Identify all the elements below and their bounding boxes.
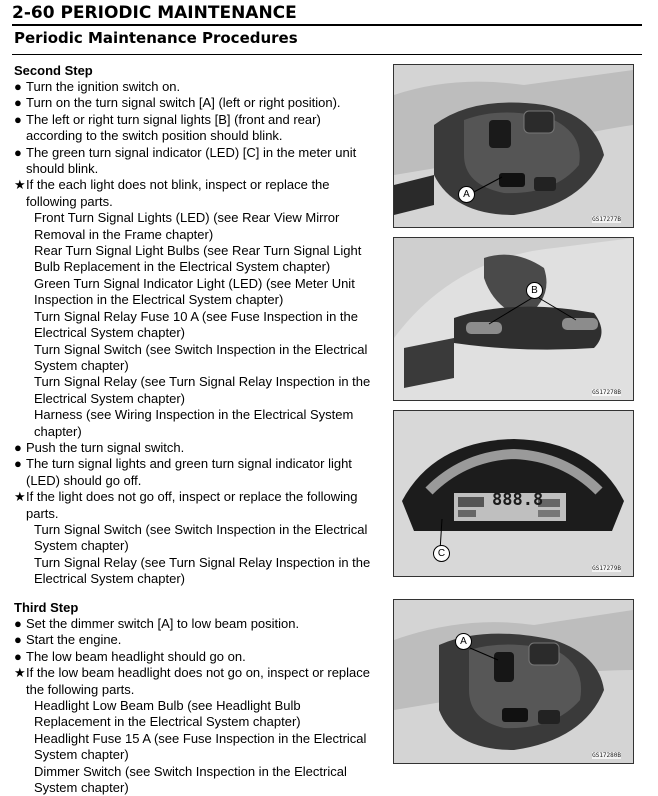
item-text: Start the engine. (26, 632, 122, 648)
callout-label: B (526, 282, 543, 299)
list-item (14, 649, 380, 665)
part-line: Dimmer Switch (see Switch Inspection in the Electrical System chapter) (34, 763, 347, 796)
header-rule (12, 24, 642, 26)
figure-code: GS17279B (592, 565, 621, 572)
item-text: If the light does not go off, inspect or replace the following parts. (26, 489, 358, 521)
list-item (14, 95, 380, 111)
item-text: The green turn signal indicator (LED) [C] in the meter unit should blink. (26, 144, 357, 177)
bullet-icon: ● (14, 95, 22, 111)
page-header (12, 2, 642, 24)
dimmer-switch-photo (394, 600, 633, 763)
section-title: Periodic Maintenance Procedures (14, 29, 298, 47)
callout-label: A (455, 633, 472, 650)
step-heading: Second Step (14, 63, 93, 78)
item-text: Set the dimmer switch [A] to low beam position. (26, 616, 300, 631)
meter-digits: 888.8 (492, 490, 544, 510)
list-item (14, 616, 380, 632)
list-item (14, 665, 380, 698)
figure-turn-signal-switch (393, 64, 634, 228)
bullet-icon: ● (14, 79, 22, 94)
list-item (14, 489, 380, 522)
item-text: If the low beam headlight does not go on, inspect or replace the following parts. (26, 665, 370, 697)
part-line: Turn Signal Switch (see Switch Inspection in the Electrical System chapter) (34, 521, 368, 554)
bullet-icon: ● (14, 439, 22, 455)
item-text: The left or right turn signal lights [B] (front and rear) according to the switch position should blink. (26, 111, 321, 144)
figure-code: GS17278B (592, 389, 621, 396)
callout-label: C (433, 545, 450, 562)
item-text: Turn on the turn signal switch [A] (left or right position). (26, 95, 341, 111)
figure-turn-signal-lights (393, 237, 634, 401)
handlebar-switch-photo (394, 65, 633, 227)
second-step-block (14, 63, 380, 588)
part-line: Front Turn Signal Lights (LED) (see Rear View Mirror Removal in the Frame chapter) (34, 210, 340, 242)
bullet-icon: ● (14, 144, 22, 160)
part-line: Headlight Fuse 15 A (see Fuse Inspection in the Electrical System chapter) (34, 730, 367, 763)
star-icon: ★ (14, 665, 26, 681)
bullet-icon: ● (14, 456, 22, 472)
item-text: If the each light does not blink, inspect or replace the following parts. (26, 177, 330, 209)
part-line: Turn Signal Relay (see Turn Signal Relay Inspection in the Electrical System chapter) (34, 554, 371, 587)
star-icon: ★ (14, 489, 26, 505)
item-text: The turn signal lights and green turn signal indicator light (LED) should go off. (26, 456, 352, 488)
star-icon: ★ (14, 177, 26, 193)
bullet-icon: ● (14, 111, 22, 127)
part-line: Harness (see Wiring Inspection in the Electrical System chapter) (34, 407, 354, 439)
bullet-icon: ● (14, 632, 22, 648)
item-text: The low beam headlight should go on. (26, 648, 246, 664)
list-item (14, 456, 380, 489)
part-line: Turn Signal Relay (see Turn Signal Relay Inspection in the Electrical System chapter) (34, 374, 371, 406)
list-item (14, 632, 380, 648)
step-heading: Third Step (14, 600, 79, 615)
part-line: Turn Signal Relay Fuse 10 A (see Fuse Inspection in the Electrical System chapter) (34, 308, 358, 341)
page-title: 2-60 PERIODIC MAINTENANCE (12, 3, 297, 23)
callout-label: A (458, 186, 475, 203)
list-item (14, 112, 380, 145)
list-item (14, 440, 380, 456)
part-line: Turn Signal Switch (see Switch Inspection in the Electrical System chapter) (34, 341, 368, 373)
part-line: Green Turn Signal Indicator Light (LED) (see Meter Unit Inspection in the Electrical System chapter) (34, 275, 355, 308)
item-text: Push the turn signal switch. (26, 439, 185, 455)
bullet-icon: ● (14, 648, 22, 664)
list-item (14, 79, 380, 95)
figure-dimmer-switch (393, 599, 634, 764)
section-rule (12, 54, 642, 55)
bullet-icon: ● (14, 616, 22, 631)
part-line: Rear Turn Signal Light Bulbs (see Rear Turn Signal Light Bulb Replacement in the Electrical System chapter) (34, 243, 362, 275)
figure-code: GS17280B (592, 752, 621, 759)
figure-meter-unit (393, 410, 634, 577)
item-text: Turn the ignition switch on. (26, 79, 181, 94)
turn-signal-photo (394, 238, 633, 400)
list-item (14, 177, 380, 210)
list-item (14, 145, 380, 178)
part-line: Headlight Low Beam Bulb (see Headlight Bulb Replacement in the Electrical System chapter) (34, 698, 301, 730)
figure-code: GS17277B (592, 216, 621, 223)
third-step-block (14, 600, 380, 796)
